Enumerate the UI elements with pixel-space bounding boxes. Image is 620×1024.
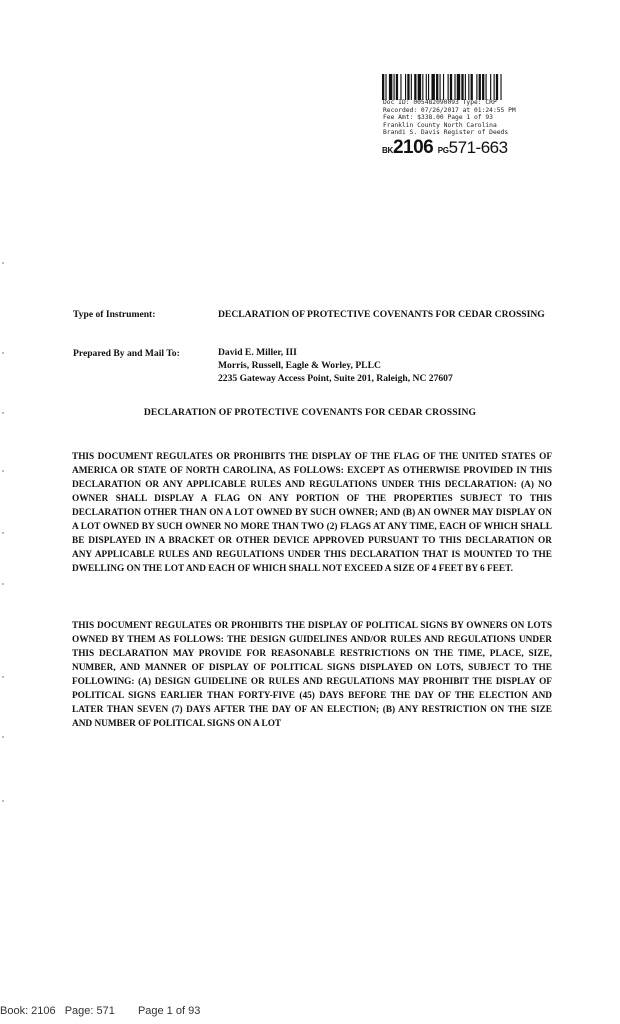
barcode-bar bbox=[396, 74, 398, 100]
book-number: 2106 bbox=[392, 137, 434, 158]
barcode-bar bbox=[482, 74, 484, 100]
barcode-bar bbox=[490, 74, 491, 100]
political-signs-paragraph: THIS DOCUMENT REGULATES OR PROHIBITS THE DISPLAY OF POLITICAL SIGNS BY OWNERS ON LOTS OWNED BY THEM AS FOLLOWS: THE DESIGN GUIDELINES AND/OR RULES AND REGULATIONS UNDER THIS DECLARATION MAY PROVIDE FOR REASONABLE RESTRICTIONS ON THE TIME, PLACE, SIZE, NUMBER, AND MANNER OF DISPLAY OF POLITICAL SIGNS DISPLAYED ON LOTS, SUBJECT TO THE FOLLOWING: (A) DESIGN GUIDELINE OR RULES AND REGULATIONS MAY PROHIBIT THE DISPLAY OF POLITICAL SIGNS EARLIER THAN FORTY-FIVE (45) DAYS BEFORE THE DAY OF THE ELECTION AND LATER THAN SEVEN (7) DAYS AFTER THE DAY OF AN ELECTION; (B) ANY RESTRICTION ON THE SIZE AND NUMBER OF POLITICAL SIGNS ON A LOT bbox=[72, 621, 552, 730]
barcode-bar bbox=[468, 74, 469, 100]
page-footer bbox=[0, 1005, 200, 1017]
barcode-bar bbox=[471, 74, 473, 100]
barcode-bar bbox=[465, 74, 466, 100]
prepared-by-name: David E. Miller, III bbox=[218, 347, 297, 358]
prepared-by-label: Prepared By and Mail To: bbox=[73, 348, 180, 359]
margin-mark bbox=[2, 262, 4, 264]
barcode-bar bbox=[382, 74, 384, 100]
barcode-bar bbox=[418, 74, 421, 100]
barcode-bar bbox=[405, 74, 406, 100]
barcode-bar bbox=[389, 74, 392, 100]
declaration-title: DECLARATION OF PROTECTIVE COVENANTS FOR CEDAR CROSSING bbox=[143, 407, 477, 418]
type-of-instrument-label: Type of Instrument: bbox=[73, 309, 156, 320]
margin-mark bbox=[2, 736, 4, 738]
barcode-bar bbox=[479, 74, 481, 100]
barcode bbox=[382, 74, 552, 100]
barcode-bar bbox=[394, 74, 395, 100]
barcode-bar bbox=[476, 74, 477, 100]
stamp-recorded: Recorded: 07/26/2017 at 01:24:55 PM bbox=[383, 106, 516, 114]
margin-mark bbox=[2, 412, 4, 414]
barcode-bar bbox=[411, 74, 412, 100]
barcode-bar bbox=[431, 74, 434, 100]
recording-stamp bbox=[383, 99, 563, 137]
bk-prefix: BK bbox=[382, 146, 393, 155]
barcode-bar bbox=[400, 74, 401, 100]
barcode-bar bbox=[496, 74, 498, 100]
footer-page: Page: 571 bbox=[64, 1005, 115, 1017]
footer-book: Book: 2106 bbox=[0, 1005, 56, 1017]
barcode-bar bbox=[454, 74, 455, 100]
barcode-bar bbox=[457, 74, 460, 100]
margin-mark bbox=[2, 352, 4, 354]
barcode-bar bbox=[443, 74, 444, 100]
margin-mark bbox=[2, 676, 4, 678]
barcode-bar bbox=[426, 74, 427, 100]
barcode-bar bbox=[414, 74, 416, 100]
book-page-number bbox=[382, 137, 508, 159]
pg-prefix: PG bbox=[437, 146, 449, 155]
barcode-bar bbox=[422, 74, 423, 100]
barcode-bar bbox=[407, 74, 409, 100]
stamp-county: Franklin County North Carolina bbox=[383, 121, 497, 129]
barcode-bar bbox=[450, 74, 452, 100]
margin-mark bbox=[2, 583, 4, 585]
margin-mark bbox=[2, 532, 4, 534]
barcode-bar bbox=[385, 74, 386, 100]
barcode-bar bbox=[428, 74, 429, 100]
stamp-fee: Fee Amt: $338.00 Page 1 of 93 bbox=[383, 114, 493, 122]
margin-mark bbox=[2, 800, 4, 802]
barcode-bar bbox=[440, 74, 441, 100]
stamp-register: Brandi S. Davis Register of Deeds bbox=[383, 129, 509, 137]
barcode-bar bbox=[494, 74, 495, 100]
flag-paragraph: THIS DOCUMENT REGULATES OR PROHIBITS THE DISPLAY OF THE FLAG OF THE UNITED STATES OF AMERICA OR STATE OF NORTH CAROLINA, AS FOLLOWS: EXCEPT AS OTHERWISE PROVIDED IN THIS DECLARATION OR ANY APPLICABLE RULES AND REGULATIONS UNDER THIS DECLARATION: (A) NO OWNER SHALL DISPLAY A FLAG ON ANY PORTION OF THE PROPERTIES SUBJECT TO THIS DECLARATION OTHER THAN ON A LOT OWNED BY SUCH OWNER; AND (B) AN OWNER MAY DISPLAY ON A LOT OWNED BY SUCH OWNER NO MORE THAN TWO (2) FLAGS AT ANY TIME, EACH OF WHICH SHALL BE DISPLAYED IN A BRACKET OR OTHER DEVICE APPROVED PURSUANT TO THIS DECLARATION OR ANY APPLICABLE RULES AND REGULATIONS UNDER THIS DECLARATION THAT IS MOUNTED TO THE DWELLING ON THE LOT AND EACH OF WHICH SHALL NOT EXCEED A SIZE OF 4 FEET BY 6 FEET. bbox=[72, 452, 552, 575]
footer-page-of: Page 1 of 93 bbox=[137, 1005, 201, 1017]
barcode-bar bbox=[486, 74, 487, 100]
prepared-by-address: 2235 Gateway Access Point, Suite 201, Raleigh, NC 27607 bbox=[218, 373, 453, 384]
barcode-bar bbox=[500, 74, 501, 100]
margin-mark bbox=[2, 470, 4, 472]
prepared-by-firm: Morris, Russell, Eagle & Worley, PLLC bbox=[218, 360, 381, 371]
barcode-bar bbox=[448, 74, 449, 100]
barcode-bar bbox=[436, 74, 438, 100]
barcode-bar bbox=[461, 74, 463, 100]
page-range: 571-663 bbox=[448, 138, 508, 157]
stamp-doc-id: Doc ID: 005482090093 Type: CRP bbox=[383, 99, 497, 106]
type-of-instrument-value: DECLARATION OF PROTECTIVE COVENANTS FOR CEDAR CROSSING bbox=[218, 309, 545, 320]
